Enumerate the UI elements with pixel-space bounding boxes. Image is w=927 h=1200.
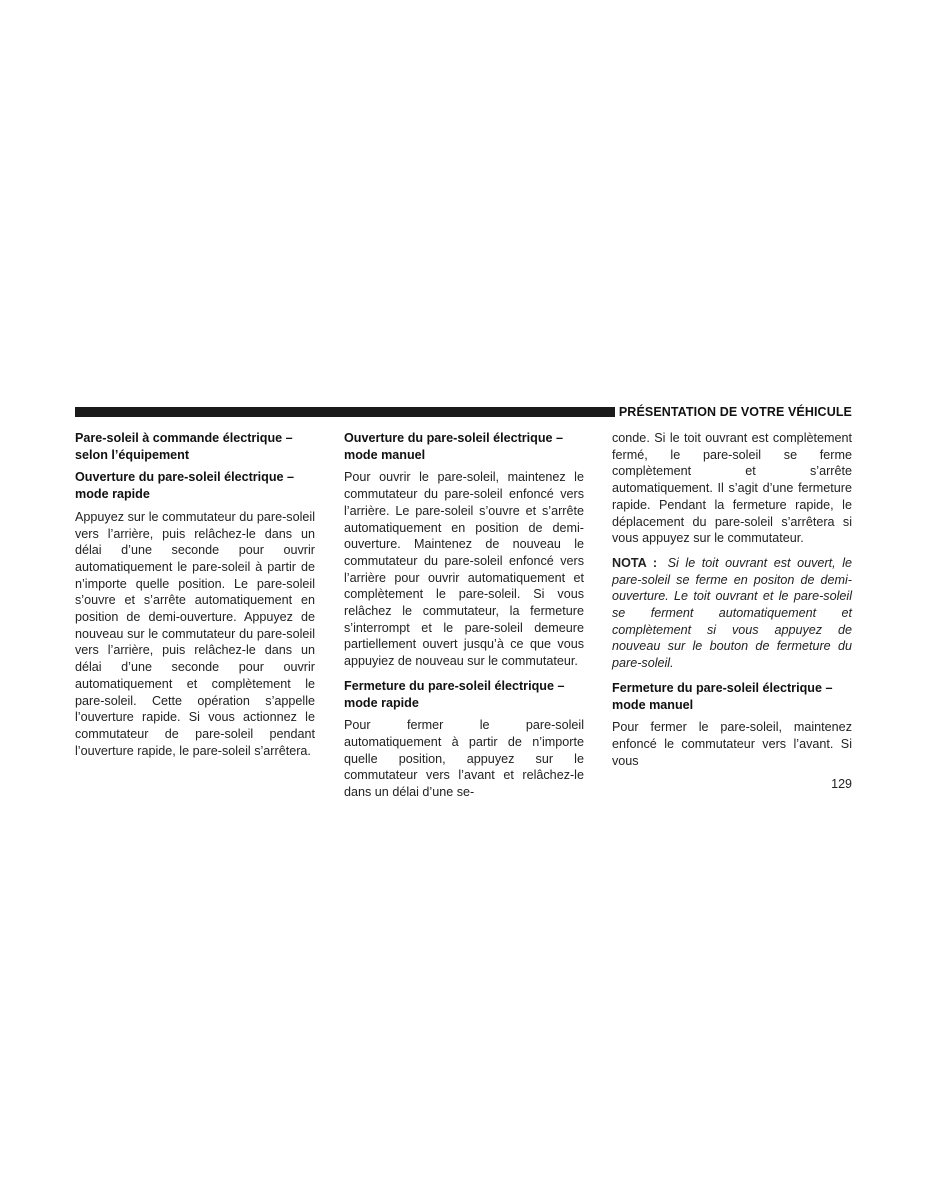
paragraph-manual-open: Pour ouvrir le pare-soleil, maintenez le commutateur du pare-soleil enfoncé vers l’arrière. Le pare-soleil s’ouvre et s’arrête automatiquement en position de demi-ouverture. Maintenez de nouveau le commutateur du pare-soleil enfoncé vers l’arrière pour ouvrir automatiquement et complètement le pare-soleil. Si vous relâchez le commutateur, la fermeture s’interrompt et le pare-soleil demeure partiellement ouvert jusqu’à ce que vous appuyiez de nouveau sur le commutateur. <box>344 470 584 669</box>
heading-power-sunshade: Pare-soleil à commande électrique – selon l’équipement <box>75 431 293 462</box>
note-label: NOTA : <box>612 555 658 570</box>
text-column-1 <box>75 430 315 767</box>
paragraph-manual-close: Pour fermer le pare-soleil, maintenez enfoncé le commutateur vers l’avant. Si vous <box>612 720 852 768</box>
heading-manual-open: Ouverture du pare-soleil électrique – mode manuel <box>344 431 564 462</box>
text-column-2 <box>344 430 584 809</box>
paragraph-express-close-continued: conde. Si le toit ouvrant est complètement fermé, le pare-soleil se ferme complètement et s’arrête automatiquement. Il s’agit d’une fermeture rapide. Pendant la fermeture rapide, le déplacement du pare-soleil s’arrêtera si vous appuyez sur le commutateur. <box>612 431 852 546</box>
paragraph-express-open: Appuyez sur le commutateur du pare-soleil vers l’arrière, puis relâchez-le dans un délai d’une seconde pour ouvrir automatiquement le pare-soleil à partir de n’importe quelle position. Le pare-soleil s’ouvre et s’arrête automatiquement en position de demi-ouverture. Appuyez de nouveau sur le commutateur du pare-soleil vers l’arrière, puis relâchez-le dans un délai d’une seconde pour ouvrir automatiquement et complètement le pare-soleil. Cette opération s’appelle l’ouverture rapide. Si vous actionnez le commutateur de pare-soleil pendant l’ouverture rapide, le pare-soleil s’arrêtera. <box>75 509 315 758</box>
paragraph-express-close: Pour fermer le pare-soleil automatiquement à partir de n’importe quelle position, appuyez sur le commutateur vers l’avant et relâchez-le dans un délai d’une se- <box>344 718 584 800</box>
page-number: 129 <box>831 777 852 791</box>
section-title: PRÉSENTATION DE VOTRE VÉHICULE <box>618 405 852 419</box>
heading-express-open: Ouverture du pare-soleil électrique – mode rapide <box>75 470 295 502</box>
heading-manual-close: Fermeture du pare-soleil électrique – mode manuel <box>612 680 833 712</box>
text-column-3 <box>612 430 852 777</box>
section-header-bar <box>75 407 615 417</box>
note-text: Si le toit ouvrant est ouvert, le pare-soleil se ferme en positon de demi-ouverture. Le toit ouvrant et le pare-soleil se ferment automatiquement et complètement si vous appuyez de nouveau sur le bouton de fermeture du pare-soleil. <box>612 555 852 671</box>
note-block <box>612 555 852 672</box>
heading-express-close: Fermeture du pare-soleil électrique – mode rapide <box>344 678 565 710</box>
